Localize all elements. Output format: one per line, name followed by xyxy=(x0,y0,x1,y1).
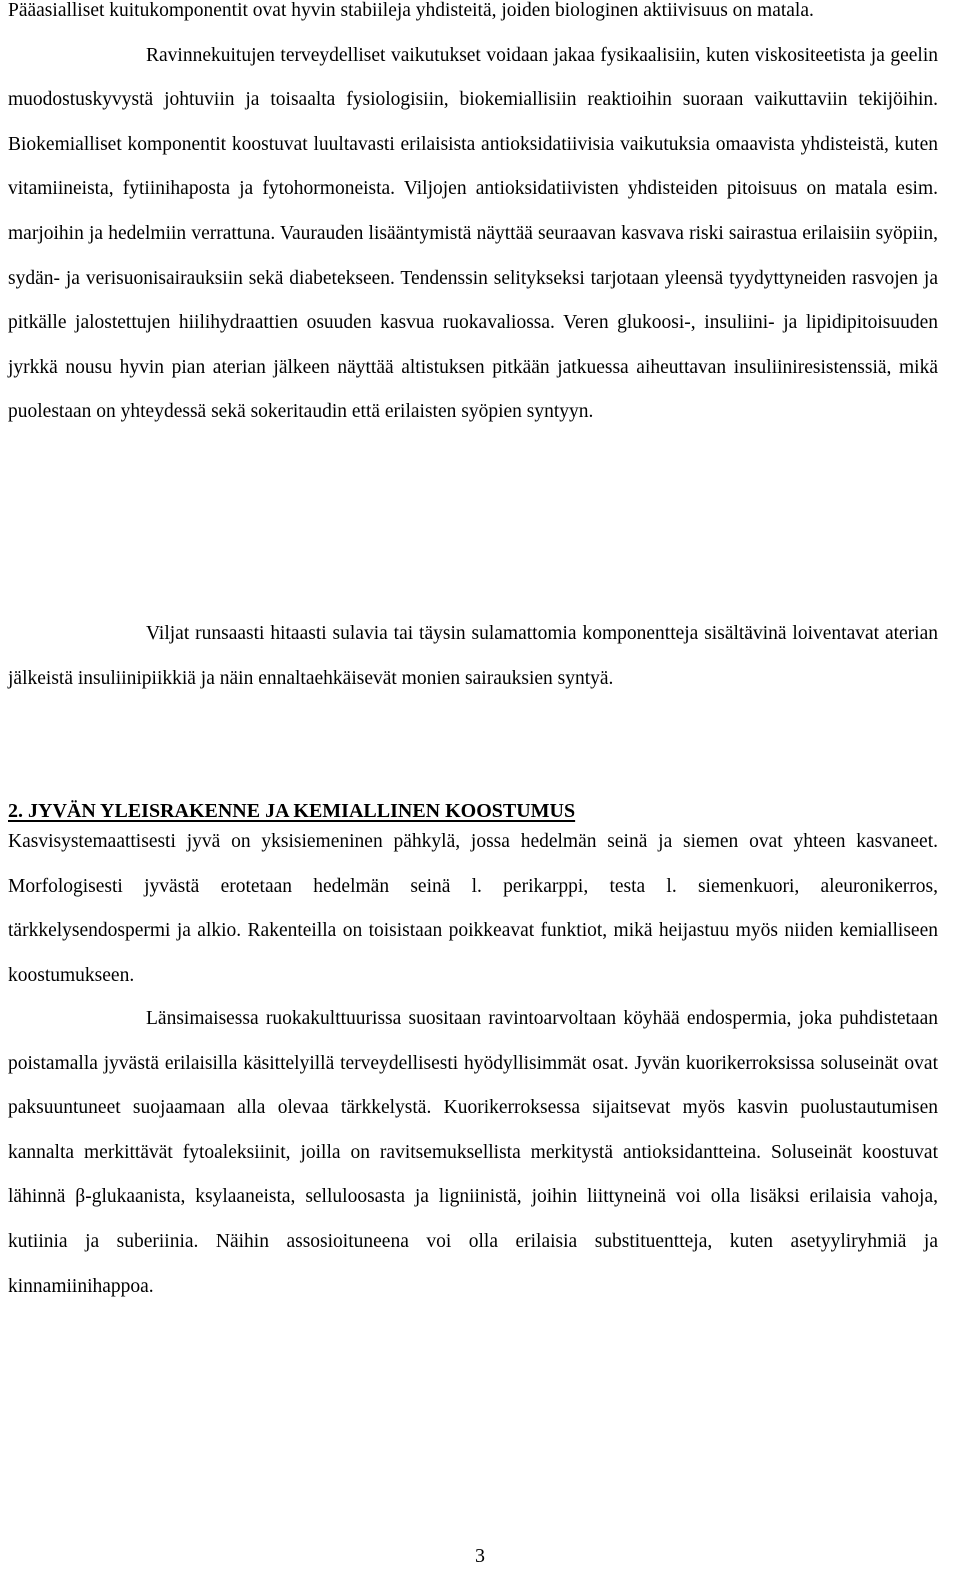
body-paragraph-intro xyxy=(8,0,938,435)
body-paragraph-western-diet: Länsimaisessa ruokakulttuurissa suositaan ravintoarvoltaan köyhää endospermia, joka puhdistetaan poistamalla jyvästä erilaisilla käsittelyillä terveydellisesti hyödyllisimmät osat. Jyvän kuorikerroksissa soluseinät ovat paksuuntuneet suojaamaan alla olevaa tärkkelystä. Kuorikerroksessa sijaitsevat myös kasvin puolustautumisen kannalta merkittävät fytoaleksiinit, joilla on ravitsemuksellista merkitystä antioksidantteina. Soluseinät koostuvat lähinnä β-glukaanista, ksylaaneista, selluloosasta ja ligniinistä, joihin liittyneinä voi olla lisäksi erilaisia vahoja, kutiinia ja suberiinia. Näihin assosioituneena voi olla erilaisia substituentteja, kuten asetyyliryhmiä ja kinnamiinihappoa. xyxy=(8,1008,938,1297)
paragraph-health-effects-text: Ravinnekuitujen terveydelliset vaikutukset voidaan jakaa fysikaalisiin, kuten viskositeetista ja geelin muodostuskyvystä johtuviin ja toisaalta fysiologisiin, biokemiallisiin reaktioihin suoraan vaikuttaviin tekijöihin. Biokemialliset komponentit koostuvat luultavasti erilaisista antioksidatiivisia vaikutuksia omaavista yhdisteistä, kuten vitamiineista, fytiinihaposta ja fytohormoneista. Viljojen antioksidatiivisten yhdisteiden pitoisuus on matala esim. marjoihin ja hedelmiin verrattuna. Vaurauden lisääntymistä näyttää seuraavan kasvava riski sairastua erilaisiin syöpiin, sydän- ja verisuonisairauksiin sekä diabetekseen. Tendenssin selitykseksi tarjotaan yleensä tyydyttyneiden rasvojen ja pitkälle jalostettujen hiilihydraattien osuuden kasvua ruokavaliossa. Veren glukoosi-, insuliini- ja lipidipitoisuuden jyrkkä nousu hyvin pian aterian jälkeen näyttää altistuksen pitkään jatkuessa aiheuttavan insuliiniresistenssiä, mikä puolestaan on yhteydessä sekä sokeritaudin että erilaisten syöpien syntyyn. xyxy=(8,44,938,423)
body-paragraph-structure: Kasvisystemaattisesti jyvä on yksisiemeninen pähkylä, jossa hedelmän seinä ja siemen ovat yhteen kasvaneet. Morfologisesti jyvästä erotetaan hedelmän seinä l. perikarppi, testa l. siemenkuori, aleuronikerros, tärkkelysendospermi ja alkio. Rakenteilla on toisistaan poikkeavat funktiot, mikä heijastuu myös niiden kemialliseen koostumukseen. xyxy=(8,831,938,986)
page-number: 3 xyxy=(475,1545,485,1567)
body-paragraph-cereals: Viljat runsaasti hitaasti sulavia tai täysin sulamattomia komponentteja sisältävinä loiventavat aterian jälkeistä insuliinipiikkiä ja näin ennaltaehkäisevät monien sairauksien syntyä. xyxy=(8,623,938,689)
paragraph-continued-text: Pääasialliset kuitukomponentit ovat hyvin stabiileja yhdisteitä, joiden biologinen aktiivisuus on matala. xyxy=(8,0,814,21)
section-heading: 2. JYVÄN YLEISRAKENNE JA KEMIALLINEN KOOSTUMUS xyxy=(8,800,576,822)
